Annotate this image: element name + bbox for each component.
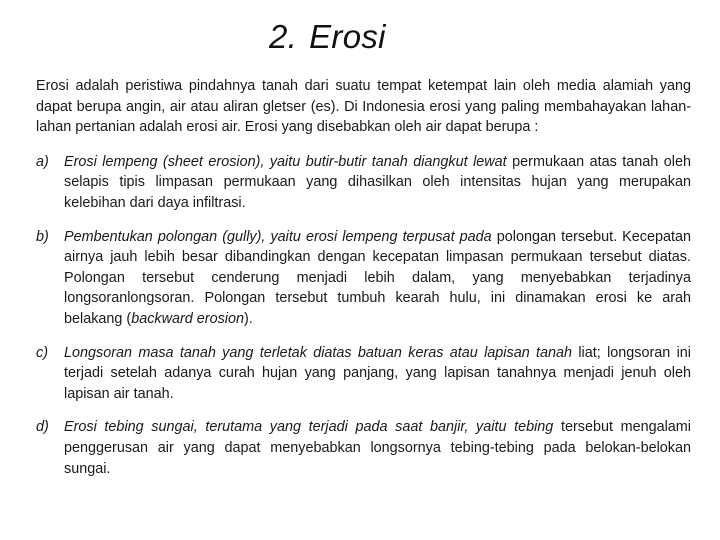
item-text-end: ). [244,310,253,327]
item-text: polongan tersebut. Kecepatan airnya jauh lebih besar dibandingkan dengan kecepatan limpasan permukaan tersebut diatas. Polongan tersebut cenderung menjadi lebih dalam, yang menyebabkan terjadinya longsoranlongsoran. Polongan tersebut tumbuh kearah hulu, ini dinamakan erosi ke arah belakang ( [64,228,691,327]
content-body [36,76,691,492]
list-marker: b) [36,228,49,245]
item-italic-term: backward erosion [131,310,245,327]
list-marker: d) [36,419,49,436]
list-item-b [36,227,691,330]
item-italic-text: Erosi tebing sungai, terutama yang terjadi pada saat banjir, yaitu tebing [64,419,554,436]
item-text: permukaan atas tanah oleh selapis tipis limpasan permukaan yang dihasilkan oleh intensitas hujan yang merupakan kelebihan dari daya infiltrasi. [64,153,691,211]
list-item-c [36,343,691,405]
list-marker: a) [36,153,49,170]
item-italic-text: Longsoran masa tanah yang terletak diatas batuan keras atau lapisan tanah [64,344,573,361]
item-text: liat; longsoran ini terjadi setelah adanya curah hujan yang panjang, yang lapisan tanahnya menjadi jenuh oleh lapisan air tanah. [64,344,691,402]
erosion-types-list [36,152,691,479]
item-italic-text: Erosi lempeng (sheet erosion), yaitu butir-butir tanah diangkut lewat [64,153,507,170]
page-title [269,18,386,56]
item-text: tersebut mengalami penggerusan air yang dapat menyebabkan longsornya tebing-tebing pada belokan-belokan sungai. [64,419,691,477]
list-item-d [36,417,691,479]
title-text: Erosi [309,18,386,55]
intro-paragraph: Erosi adalah peristiwa pindahnya tanah dari suatu tempat ketempat lain oleh media alamiah yang dapat berupa angin, air atau aliran gletser (es). Di Indonesia erosi yang paling membahayakan lahan-lahan pertanian adalah erosi air. Erosi yang disebabkan oleh air dapat berupa : [36,78,691,136]
list-item-a [36,152,691,214]
item-italic-text: Pembentukan polongan (gully), yaitu erosi lempeng terpusat pada [64,228,492,245]
title-number: 2. [269,18,298,55]
list-marker: c) [36,344,48,361]
